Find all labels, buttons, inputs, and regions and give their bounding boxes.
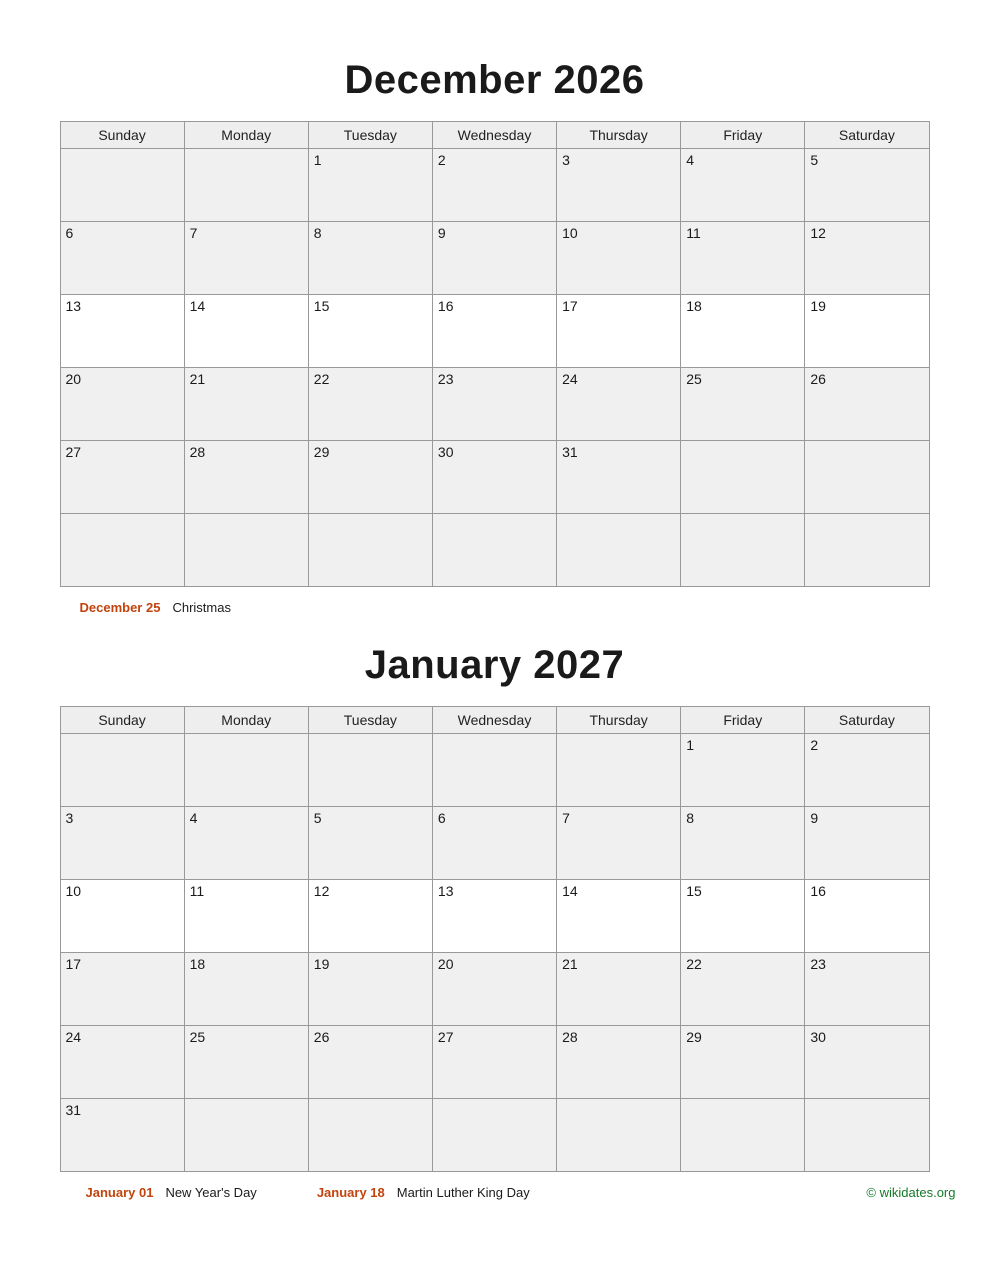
day-cell[interactable]: 21 (557, 953, 681, 1026)
day-cell[interactable]: 14 (184, 295, 308, 368)
page-title-december: December 2026 (344, 58, 645, 102)
weekday-header-wednesday: Wednesday (432, 707, 556, 734)
day-cell[interactable] (60, 149, 184, 222)
day-cell[interactable]: 24 (60, 1026, 184, 1099)
day-cell[interactable] (308, 1099, 432, 1172)
day-cell[interactable]: 20 (60, 368, 184, 441)
day-cell[interactable]: 8 (681, 807, 805, 880)
weekday-header-sunday: Sunday (60, 122, 184, 149)
calendar-week-row (60, 953, 929, 1026)
day-cell[interactable]: 27 (60, 441, 184, 514)
calendar-week-row (60, 880, 929, 953)
day-cell[interactable]: 26 (805, 368, 929, 441)
weekday-header-row (60, 707, 929, 734)
calendar-week-row (60, 1026, 929, 1099)
day-cell[interactable]: 30 (805, 1026, 929, 1099)
weekday-header-tuesday: Tuesday (308, 707, 432, 734)
day-cell[interactable]: 20 (432, 953, 556, 1026)
day-cell[interactable]: 9 (432, 222, 556, 295)
weekday-header-saturday: Saturday (805, 122, 929, 149)
day-cell[interactable]: 7 (184, 222, 308, 295)
day-cell[interactable]: 12 (308, 880, 432, 953)
weekday-header-tuesday: Tuesday (308, 122, 432, 149)
day-cell[interactable]: 11 (184, 880, 308, 953)
weekday-header-friday: Friday (681, 122, 805, 149)
day-cell[interactable]: 25 (184, 1026, 308, 1099)
calendar-week-row (60, 734, 929, 807)
day-cell[interactable]: 7 (557, 807, 681, 880)
weekday-header-monday: Monday (184, 707, 308, 734)
holiday-name: Christmas (172, 600, 231, 615)
day-cell[interactable]: 5 (805, 149, 929, 222)
day-cell[interactable]: 10 (557, 222, 681, 295)
calendar-table-december (60, 121, 930, 587)
site-credit[interactable] (866, 1185, 955, 1200)
weekday-header-thursday: Thursday (557, 707, 681, 734)
day-cell[interactable] (308, 514, 432, 587)
day-cell[interactable] (184, 1099, 308, 1172)
holiday-date: December 25 (79, 600, 161, 615)
day-cell[interactable] (681, 441, 805, 514)
day-cell[interactable]: 1 (308, 149, 432, 222)
day-cell[interactable]: 17 (557, 295, 681, 368)
day-cell[interactable]: 19 (308, 953, 432, 1026)
holiday-list-january (34, 1172, 956, 1200)
day-cell[interactable] (805, 441, 929, 514)
calendar-week-row (60, 807, 929, 880)
weekday-header-monday: Monday (184, 122, 308, 149)
day-cell[interactable]: 9 (805, 807, 929, 880)
day-cell[interactable]: 16 (805, 880, 929, 953)
day-cell[interactable]: 3 (60, 807, 184, 880)
calendar-week-row (60, 514, 929, 587)
calendar-week-row (60, 368, 929, 441)
copyright-icon: © (866, 1185, 876, 1200)
day-cell[interactable]: 22 (308, 368, 432, 441)
holiday-item (86, 1185, 257, 1200)
day-cell[interactable]: 31 (60, 1099, 184, 1172)
day-cell[interactable] (184, 514, 308, 587)
weekday-header-row (60, 122, 929, 149)
day-cell[interactable]: 3 (557, 149, 681, 222)
day-cell[interactable]: 15 (681, 880, 805, 953)
day-cell[interactable]: 4 (681, 149, 805, 222)
day-cell[interactable]: 2 (805, 734, 929, 807)
day-cell[interactable]: 2 (432, 149, 556, 222)
holiday-name: New Year's Day (165, 1185, 257, 1200)
day-cell[interactable]: 10 (60, 880, 184, 953)
day-cell[interactable]: 6 (432, 807, 556, 880)
weekday-header-wednesday: Wednesday (432, 122, 556, 149)
day-cell[interactable]: 22 (681, 953, 805, 1026)
day-cell[interactable]: 21 (184, 368, 308, 441)
day-cell[interactable]: 13 (60, 295, 184, 368)
day-cell[interactable]: 12 (805, 222, 929, 295)
day-cell[interactable]: 6 (60, 222, 184, 295)
day-cell[interactable] (60, 734, 184, 807)
day-cell[interactable] (184, 734, 308, 807)
holiday-item (80, 600, 231, 615)
day-cell[interactable] (681, 1099, 805, 1172)
holiday-item (317, 1185, 530, 1200)
day-cell[interactable]: 16 (432, 295, 556, 368)
day-cell[interactable] (432, 1099, 556, 1172)
day-cell[interactable]: 18 (681, 295, 805, 368)
day-cell[interactable]: 4 (184, 807, 308, 880)
day-cell[interactable] (805, 1099, 929, 1172)
day-cell[interactable]: 1 (681, 734, 805, 807)
calendar-table-january (60, 706, 930, 1172)
day-cell[interactable] (432, 514, 556, 587)
page-title-january: January 2027 (364, 643, 625, 687)
day-cell[interactable]: 23 (805, 953, 929, 1026)
day-cell[interactable] (557, 514, 681, 587)
day-cell[interactable] (557, 1099, 681, 1172)
month-block-december (60, 0, 930, 587)
day-cell[interactable]: 26 (308, 1026, 432, 1099)
day-cell[interactable]: 14 (557, 880, 681, 953)
calendar-week-row (60, 222, 929, 295)
day-cell[interactable] (557, 734, 681, 807)
day-cell[interactable] (60, 514, 184, 587)
day-cell[interactable]: 17 (60, 953, 184, 1026)
day-cell[interactable]: 18 (184, 953, 308, 1026)
day-cell[interactable]: 25 (681, 368, 805, 441)
day-cell[interactable] (308, 734, 432, 807)
holiday-name: Martin Luther King Day (396, 1185, 530, 1200)
weekday-header-thursday: Thursday (557, 122, 681, 149)
day-cell[interactable]: 27 (432, 1026, 556, 1099)
day-cell[interactable]: 31 (557, 441, 681, 514)
site-name[interactable]: wikidates.org (879, 1185, 956, 1200)
day-cell[interactable]: 24 (557, 368, 681, 441)
day-cell[interactable] (681, 514, 805, 587)
weekday-header-saturday: Saturday (805, 707, 929, 734)
holiday-date: January 01 (85, 1185, 154, 1200)
day-cell[interactable]: 30 (432, 441, 556, 514)
calendar-week-row (60, 1099, 929, 1172)
day-cell[interactable]: 29 (308, 441, 432, 514)
day-cell[interactable] (432, 734, 556, 807)
day-cell[interactable]: 28 (557, 1026, 681, 1099)
weekday-header-friday: Friday (681, 707, 805, 734)
holiday-date: January 18 (316, 1185, 385, 1200)
day-cell[interactable] (184, 149, 308, 222)
day-cell[interactable]: 13 (432, 880, 556, 953)
day-cell[interactable] (805, 514, 929, 587)
day-cell[interactable]: 19 (805, 295, 929, 368)
month-block-january (60, 615, 930, 1172)
day-cell[interactable]: 28 (184, 441, 308, 514)
day-cell[interactable]: 11 (681, 222, 805, 295)
day-cell[interactable]: 8 (308, 222, 432, 295)
holiday-list-december (40, 587, 950, 615)
weekday-header-sunday: Sunday (60, 707, 184, 734)
calendar-week-row (60, 441, 929, 514)
day-cell[interactable]: 23 (432, 368, 556, 441)
calendar-week-row (60, 149, 929, 222)
day-cell[interactable]: 15 (308, 295, 432, 368)
calendar-week-row (60, 295, 929, 368)
day-cell[interactable]: 29 (681, 1026, 805, 1099)
day-cell[interactable]: 5 (308, 807, 432, 880)
